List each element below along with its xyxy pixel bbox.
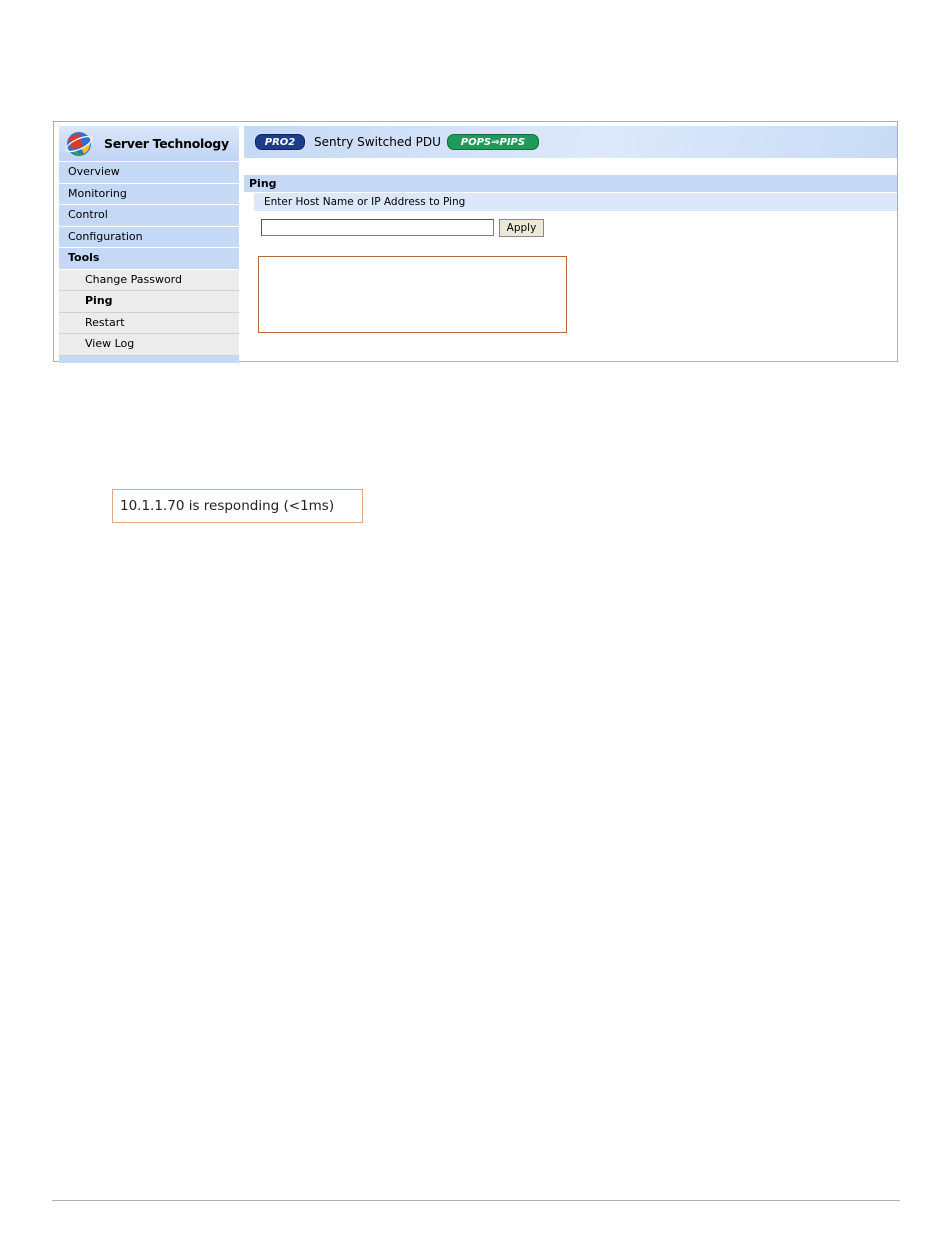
sidebar-subitem-change-password[interactable]: Change Password (59, 270, 239, 292)
sidebar-item-monitoring[interactable]: Monitoring (59, 184, 239, 206)
brand-name: Server Technology (104, 136, 229, 151)
page-title: Ping (244, 175, 897, 192)
globe-logo-icon (62, 129, 96, 159)
brand-header (59, 126, 239, 162)
sidebar-item-configuration[interactable]: Configuration (59, 227, 239, 249)
apply-button[interactable]: Apply (499, 219, 544, 237)
product-banner (244, 126, 897, 158)
app-screenshot-frame (53, 121, 898, 362)
sidebar-item-control[interactable]: Control (59, 205, 239, 227)
ping-response-text: 10.1.1.70 is responding (<1ms) (112, 489, 363, 523)
sidebar-subitem-ping[interactable]: Ping (59, 291, 239, 313)
ping-instruction: Enter Host Name or IP Address to Ping (254, 193, 897, 211)
sidebar (59, 126, 239, 363)
sidebar-item-tools[interactable]: Tools (59, 248, 239, 270)
host-input[interactable] (261, 219, 494, 236)
pops-pips-badge: POPS⇒PIPS (447, 134, 539, 150)
ping-result-box (258, 256, 567, 333)
footer-divider (52, 1200, 900, 1201)
product-name: Sentry Switched PDU (314, 135, 441, 149)
sidebar-subitem-restart[interactable]: Restart (59, 313, 239, 335)
sidebar-item-overview[interactable]: Overview (59, 162, 239, 184)
pro2-badge: PRO2 (255, 134, 305, 150)
sidebar-subitem-view-log[interactable]: View Log (59, 334, 239, 356)
